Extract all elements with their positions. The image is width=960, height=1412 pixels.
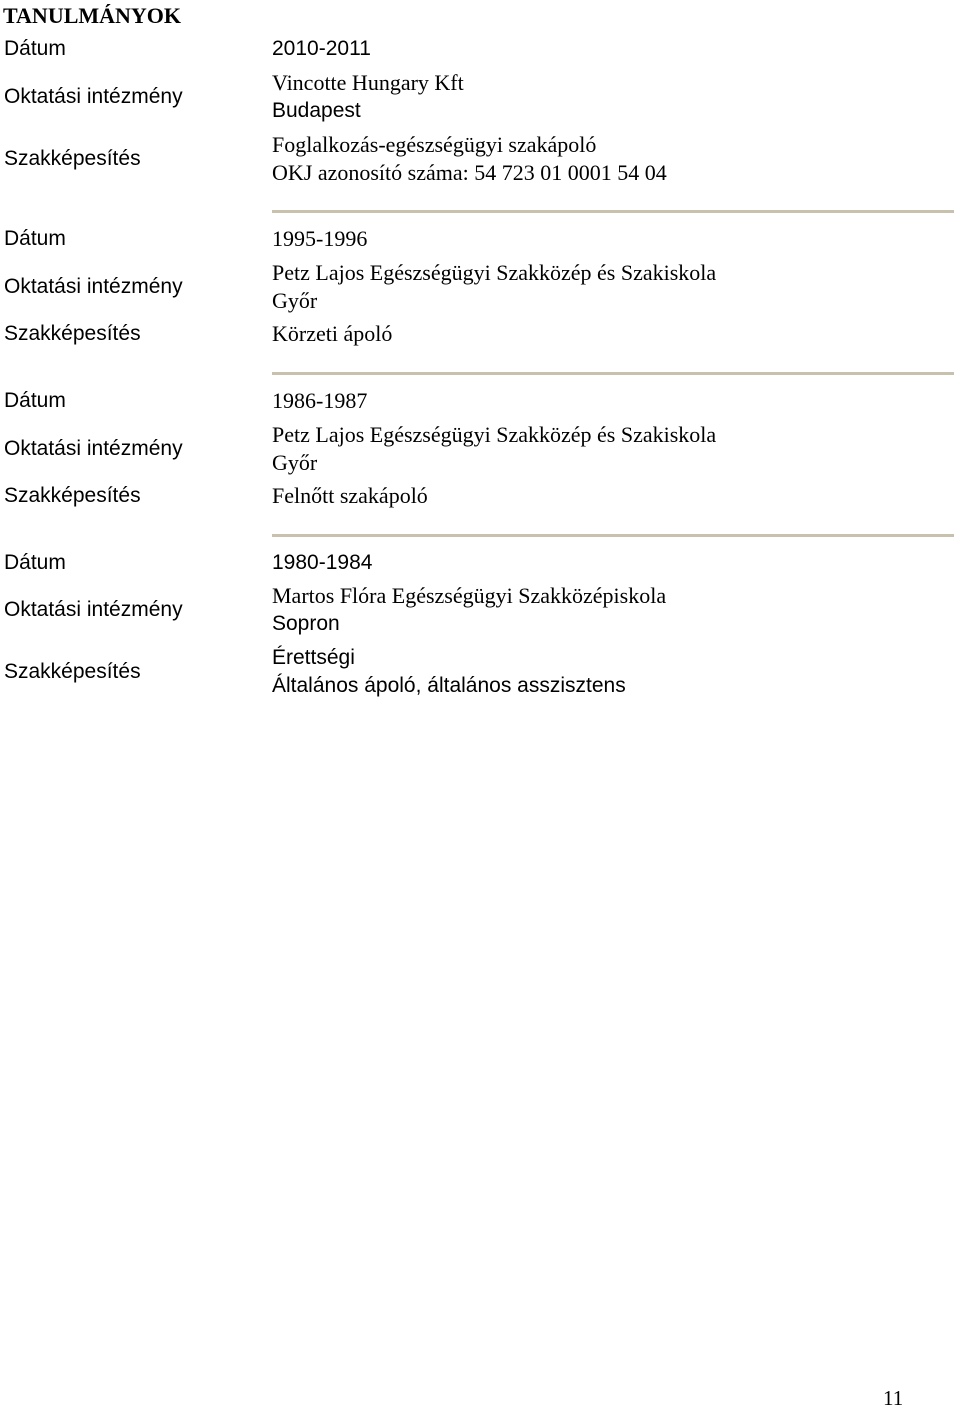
section-title: TANULMÁNYOK bbox=[3, 3, 182, 28]
institution-name: Petz Lajos Egészségügyi Szakközép és Szakiskola bbox=[272, 260, 717, 285]
qualification-label: Szakképesítés bbox=[4, 322, 141, 345]
qualification-label: Szakképesítés bbox=[4, 147, 141, 170]
qualification-label: Szakképesítés bbox=[4, 484, 141, 507]
date-value: 1995-1996 bbox=[272, 226, 368, 251]
institution-city: Sopron bbox=[272, 612, 340, 635]
qualification-value: Felnőtt szakápoló bbox=[272, 483, 428, 508]
institution-name: Vincotte Hungary Kft bbox=[272, 70, 464, 95]
entry-divider bbox=[272, 372, 954, 375]
date-label: Dátum bbox=[4, 227, 66, 250]
institution-label: Oktatási intézmény bbox=[4, 598, 183, 621]
institution-label: Oktatási intézmény bbox=[4, 85, 183, 108]
date-value: 2010-2011 bbox=[272, 37, 371, 60]
institution-label: Oktatási intézmény bbox=[4, 275, 183, 298]
date-label: Dátum bbox=[4, 389, 66, 412]
date-label: Dátum bbox=[4, 551, 66, 574]
date-value: 1986-1987 bbox=[272, 388, 368, 413]
qualification-label: Szakképesítés bbox=[4, 660, 141, 683]
institution-name: Martos Flóra Egészségügyi Szakközépiskola bbox=[272, 583, 667, 608]
qualification-code: OKJ azonosító száma: 54 723 01 0001 54 04 bbox=[272, 160, 667, 185]
institution-city: Budapest bbox=[272, 99, 361, 122]
qualification-value: Érettségi bbox=[272, 646, 355, 669]
institution-label: Oktatási intézmény bbox=[4, 437, 183, 460]
date-value: 1980-1984 bbox=[272, 551, 373, 574]
institution-city: Győr bbox=[272, 450, 318, 475]
entry-divider bbox=[272, 534, 954, 537]
page-number: 11 bbox=[883, 1386, 904, 1410]
date-label: Dátum bbox=[4, 37, 66, 60]
qualification-value: Körzeti ápoló bbox=[272, 321, 393, 346]
qualification-value: Foglalkozás-egészségügyi szakápoló bbox=[272, 132, 597, 157]
entry-divider bbox=[272, 210, 954, 213]
qualification-detail: Általános ápoló, általános asszisztens bbox=[272, 674, 626, 697]
institution-city: Győr bbox=[272, 288, 318, 313]
institution-name: Petz Lajos Egészségügyi Szakközép és Szakiskola bbox=[272, 422, 717, 447]
